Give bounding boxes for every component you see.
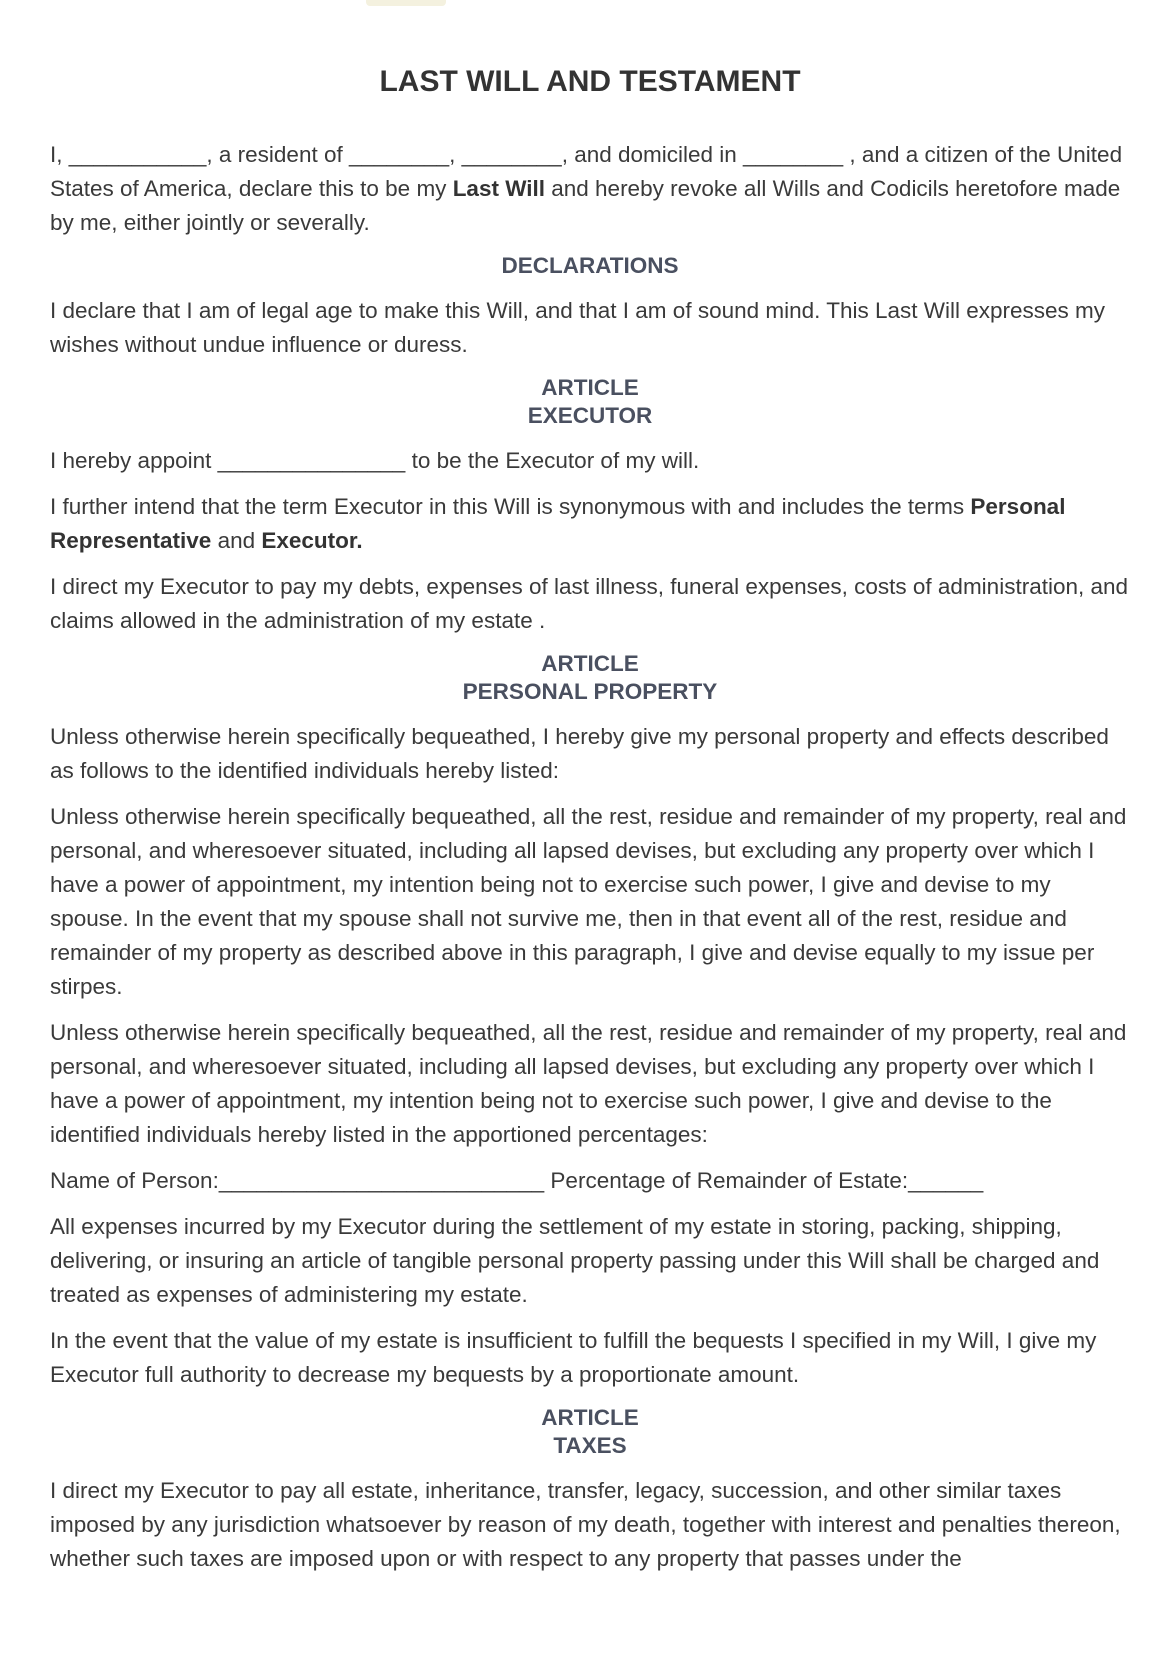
will-document [50, 62, 1130, 1571]
taxes-paragraph-1: I direct my Executor to pay all estate, inheritance, transfer, legacy, succession, and other similar taxes imposed by any jurisdiction whatsoever by reason of my death, together with interest and penalties thereon, whether such taxes are imposed upon or with respect to any property that passes under the [50, 1478, 1121, 1571]
executor-heading-line2: EXECUTOR [527, 403, 653, 428]
executor-term-bold-personal-representative: Personal Representative [50, 494, 1066, 553]
taxes-heading-line1: ARTICLE [541, 1405, 639, 1430]
executor-heading [50, 374, 1130, 430]
personal-property-heading-line2: PERSONAL PROPERTY [462, 679, 718, 704]
personal-property-paragraph-2: Unless otherwise herein specifically bequeathed, all the rest, residue and remainder of my property, real and personal, and wheresoever situated, including all lapsed devises, but excluding any property over which I have a power of appointment, my intention being not to exercise such power, I give and devise to my spouse. In the event that my spouse shall not survive me, then in that event all of the rest, residue and remainder of my property as described above in this paragraph, I give and devise equally to my issue per stirpes. [50, 804, 1127, 999]
personal-property-paragraph-1: Unless otherwise herein specifically bequeathed, I hereby give my personal property and effects described as follows to the identified individuals hereby listed: [50, 724, 1109, 783]
executor-debts-paragraph: I direct my Executor to pay my debts, expenses of last illness, funeral expenses, costs of administration, and claims allowed in the administration of my estate . [50, 574, 1129, 633]
document-title: LAST WILL AND TESTAMENT [379, 65, 801, 98]
name-percentage-line: Name of Person:__________________________ Percentage of Remainder of Estate:______ [50, 1168, 984, 1193]
executor-appoint-paragraph: I hereby appoint _______________ to be the Executor of my will. [50, 448, 700, 473]
personal-property-paragraph-3: Unless otherwise herein specifically bequeathed, all the rest, residue and remainder of my property, real and personal, and wheresoever situated, including all lapsed devises, but excluding any property over which I have a power of appointment, my intention being not to exercise such power, I give and devise to the identified individuals hereby listed in the apportioned percentages: [50, 1020, 1127, 1147]
personal-property-heading [50, 650, 1130, 706]
taxes-heading [50, 1404, 1130, 1460]
executor-term-paragraph [50, 490, 1130, 558]
intro-text-2: and hereby revoke all Wills and Codicils heretofore made by me, either jointly or severally. [50, 176, 1121, 235]
page-top-mark [366, 0, 446, 6]
executor-heading-line1: ARTICLE [541, 375, 639, 400]
executor-term-and: and [211, 528, 262, 553]
taxes-heading-line2: TAXES [553, 1433, 627, 1458]
executor-term-bold-executor: Executor. [261, 528, 363, 553]
declarations-heading-text: DECLARATIONS [501, 253, 679, 278]
declarations-heading [50, 252, 1130, 280]
intro-paragraph [50, 138, 1130, 240]
declarations-paragraph: I declare that I am of legal age to make this Will, and that I am of sound mind. This Last Will expresses my wishes without undue influence or duress. [50, 298, 1106, 357]
personal-property-paragraph-4: All expenses incurred by my Executor during the settlement of my estate in storing, packing, shipping, delivering, or insuring an article of tangible personal property passing under this Will shall be charged and treated as expenses of administering my estate. [50, 1214, 1100, 1307]
intro-bold-last-will: Last Will [452, 176, 545, 201]
executor-term-text: I further intend that the term Executor in this Will is synonymous with and includes the terms [50, 494, 971, 519]
personal-property-paragraph-5: In the event that the value of my estate is insufficient to fulfill the bequests I specified in my Will, I give my Executor full authority to decrease my bequests by a proportionate amount. [50, 1328, 1097, 1387]
personal-property-heading-line1: ARTICLE [541, 651, 639, 676]
intro-text-1: I, ___________, a resident of ________, ________, and domiciled in ________ , and a citizen of the United States of America, declare this to be my [50, 142, 1123, 201]
